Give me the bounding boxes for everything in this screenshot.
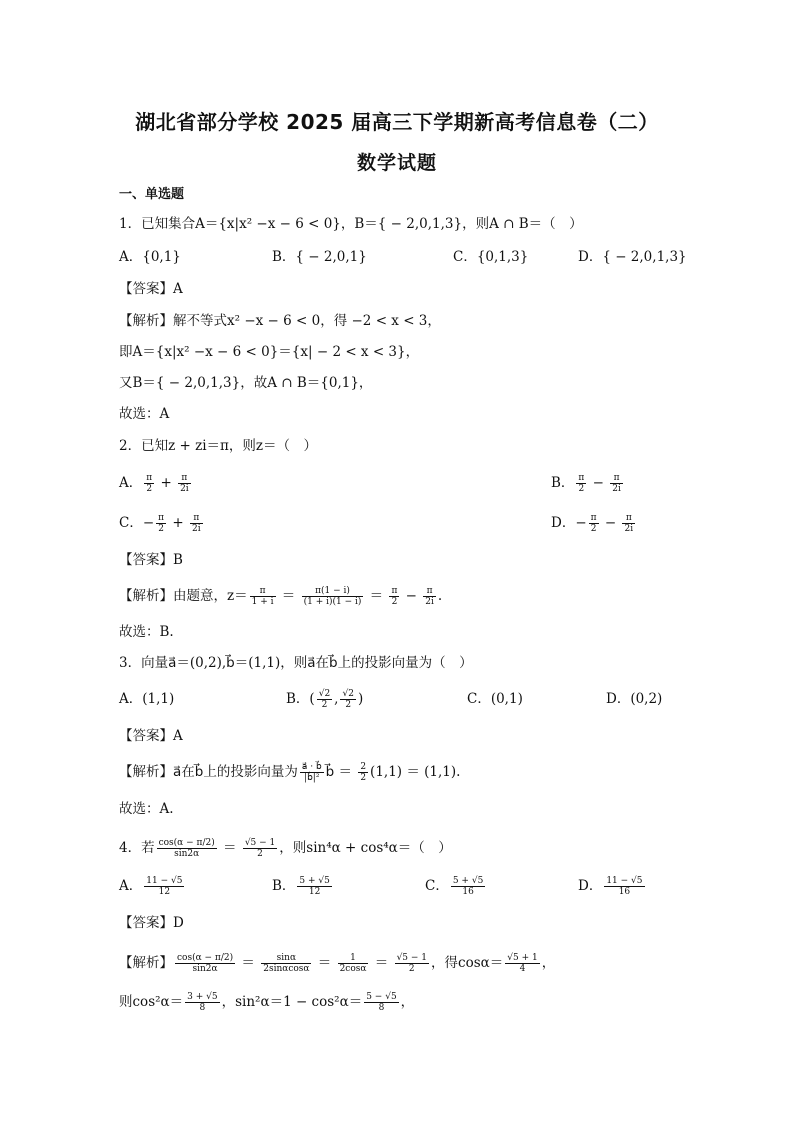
fraction: $\frac{5 + √5}{12}$ (299, 876, 330, 897)
fraction: $\frac{\cos(\alpha - \pi/2)}{\sin 2\alpha}$ (177, 953, 234, 974)
q3-explanation-line: 【解析】a⃗在b⃗上的投影向量为 $\frac{a⃗ \cdot b⃗}{\text{|b⃗|²}}$ b⃗ ＝ $\frac{2}{2}$ (1,1) ＝ (1,1). (119, 762, 461, 783)
q1-explanation-line: 故选：A (119, 406, 170, 422)
option-label: A． (119, 475, 143, 491)
fraction: $\frac{\cos(\alpha - \pi/2)}{\sin 2\alpha}$ (158, 838, 215, 859)
fraction: $\frac{\pi}{2}$ (146, 473, 153, 494)
option-label: B． (286, 691, 310, 707)
option-label: B． (551, 475, 575, 491)
q1-option-a: A．{0,1} (119, 249, 181, 265)
q3-option-b: B．( $\frac{√2}{2}$ , $\frac{√2}{2}$ ) (286, 689, 364, 710)
fraction: $\frac{11 - √5}{16}$ (606, 876, 643, 897)
q1-explanation-line: 【解析】解不等式x² −x − 6 < 0，得 −2 < x < 3， (119, 313, 441, 329)
fraction: $\frac{2}{2}$ (360, 762, 367, 783)
fraction: $\frac{\pi}{2i}$ (191, 513, 201, 534)
fraction: $\frac{\pi}{1 + i}$ (251, 586, 274, 607)
q1-option-d: D．{ − 2,0,1,3} (578, 249, 687, 265)
q2-explanation-line: 【解析】由题意，z＝ $\frac{\pi}{1 + i}$ ＝ $\frac{\pi(1 - i)}{(1 + i)(1 - i)}$ ＝ $\frac{\pi}{2}$ − $\frac{\pi}{2i}$ . (119, 586, 443, 607)
section-heading: 一、单选题 (119, 187, 185, 202)
q2-option-a: A． $\frac{\pi}{2}$ + $\frac{\pi}{2i}$ (119, 473, 189, 494)
q4-option-b (272, 876, 334, 897)
q2-explanation-line: 故选：B. (119, 624, 174, 640)
q3-answer: 【答案】A (119, 728, 183, 744)
fraction: $\frac{11 - √5}{12}$ (146, 876, 183, 897)
page-title: 湖北省部分学校 2025 届高三下学期新高考信息卷（二） (135, 110, 659, 134)
q1-explanation-line: 即A＝{x|x² −x − 6 < 0}＝{x| − 2 < x < 3}， (119, 344, 420, 360)
question-4: 4．若 $\frac{\cos(\alpha - \pi/2)}{\sin 2\alpha}$ ＝ $\frac{√5 - 1}{2}$ ，则sin⁴α + cos⁴α＝（ ） (119, 838, 452, 859)
fraction: $\frac{√2}{2}$ (318, 689, 331, 710)
question-2: 2．已知z + zi＝π，则z＝（ ） (119, 438, 318, 454)
fraction: $\frac{\pi(1 - i)}{(1 + i)(1 - i)}$ (303, 586, 362, 607)
q4-explanation-line: 【解析】 $\frac{\cos(\alpha - \pi/2)}{\sin 2\alpha}$ ＝ $\frac{\sin\alpha}{2\sin\alpha\cos\alpha}$ ＝ $\frac{1}{2\cos\alpha}$ ＝ $\frac{√5 - 1}{2}$ ，得cosα＝ $\frac{√5 + 1}{4}$ ， (119, 953, 556, 974)
fraction: $\frac{\pi}{2}$ (158, 513, 165, 534)
fraction: $\frac{\sin\alpha}{2\sin\alpha\cos\alpha}$ (263, 953, 310, 974)
q3-option-c: C．(0,1) (467, 691, 523, 707)
fraction: $\frac{\pi}{2i}$ (624, 513, 634, 534)
question-3: 3．向量a⃗＝(0,2),b⃗＝(1,1)，则a⃗在b⃗上的投影向量为（ ） (119, 655, 473, 671)
q2-option-d: D．− $\frac{\pi}{2}$ − $\frac{\pi}{2i}$ (551, 513, 634, 534)
fraction: $\frac{√2}{2}$ (342, 689, 354, 710)
q2-answer: 【答案】B (119, 552, 183, 568)
q3-explanation-line: 故选：A. (119, 801, 174, 817)
fraction: $\frac{1}{2\cos\alpha}$ (339, 953, 367, 974)
q1-explanation-line: 又B＝{ − 2,0,1,3}，故A ∩ B＝{0,1}， (119, 375, 373, 391)
q4-option-a (119, 876, 186, 897)
option-label: A． (119, 878, 143, 894)
fraction: $\frac{√5 - 1}{2}$ (396, 953, 428, 974)
fraction: $\frac{√5 - 1}{2}$ (244, 838, 276, 859)
q3-option-d: D．(0,2) (606, 691, 663, 707)
fraction: $\frac{√5 + 1}{4}$ (507, 953, 538, 974)
q4-answer: 【答案】D (119, 915, 184, 931)
option-label: C． (119, 515, 143, 531)
q2-option-b: B． $\frac{\pi}{2}$ − $\frac{\pi}{2i}$ (551, 473, 621, 494)
option-label: D． (551, 515, 576, 531)
page-subtitle: 数学试题 (356, 152, 437, 174)
q4-option-d (578, 876, 647, 897)
fraction: $\frac{\pi}{2}$ (391, 586, 398, 607)
q4-option-c (425, 876, 487, 897)
fraction: $\frac{\pi}{2i}$ (612, 473, 621, 494)
fraction: $\frac{a⃗ \cdot b⃗}{\text{|b⃗|²}}$ (301, 762, 322, 783)
fraction: $\frac{\pi}{2i}$ (425, 586, 434, 607)
q1-option-c: C．{0,1,3} (453, 249, 529, 265)
question-1: 1．已知集合A＝{x|x² −x − 6 < 0}，B＝{ − 2,0,1,3}，则A ∩ B＝（ ） (119, 216, 583, 232)
q3-option-a: A．(1,1) (119, 691, 175, 707)
q4-explanation-line: 则cos²α＝ $\frac{3 + √5}{8}$ ，sin²α＝1 − cos²α＝ $\frac{5 - √5}{8}$ ， (119, 992, 415, 1013)
fraction: $\frac{5 - √5}{8}$ (366, 992, 397, 1013)
option-label: D． (578, 878, 603, 894)
fraction: $\frac{\pi}{2}$ (578, 473, 585, 494)
q1-option-b: B．{ − 2,0,1} (272, 249, 367, 265)
fraction: $\frac{\pi}{2i}$ (180, 473, 189, 494)
q1-answer: 【答案】A (119, 281, 183, 297)
fraction: $\frac{\pi}{2}$ (590, 513, 597, 534)
fraction: $\frac{3 + √5}{8}$ (187, 992, 218, 1013)
q2-option-c: C．− $\frac{\pi}{2}$ + $\frac{\pi}{2i}$ (119, 513, 201, 534)
option-label: C． (425, 878, 449, 894)
fraction: $\frac{5 + √5}{16}$ (452, 876, 484, 897)
option-label: B． (272, 878, 296, 894)
